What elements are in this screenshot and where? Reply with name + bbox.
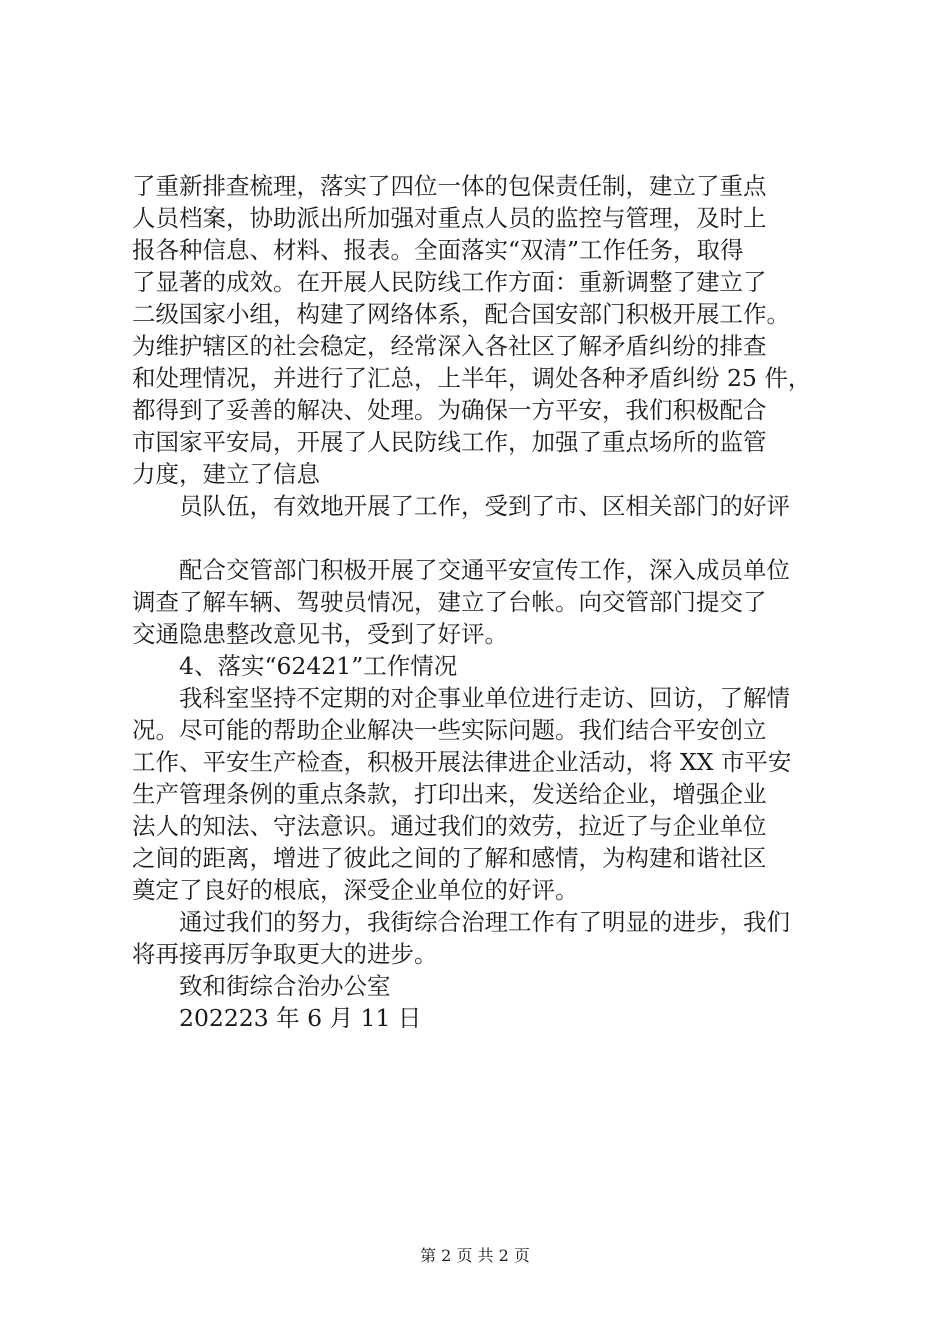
text-line: 况。尽可能的帮助企业解决一些实际问题。我们结合平安创立 <box>132 716 767 744</box>
text-line: 人员档案，协助派出所加强对重点人员的监控与管理，及时上 <box>132 204 767 232</box>
text-line: 调查了解车辆、驾驶员情况，建立了台帐。向交管部门提交了 <box>132 588 767 616</box>
text-line: 力度，建立了信息 <box>132 460 320 488</box>
page-footer: 第 2 页 共 2 页 <box>420 1246 530 1265</box>
text-line: 交通隐患整改意见书，受到了好评。 <box>132 620 508 648</box>
text-line: 了重新排查梳理，落实了四位一体的包保责任制，建立了重点 <box>132 172 767 200</box>
text-line: 奠定了良好的根底，深受企业单位的好评。 <box>132 876 579 904</box>
text-line: 配合交管部门积极开展了交通平安宣传工作，深入成员单位 <box>179 556 790 584</box>
text-line: 将再接再厉争取更大的进步。 <box>132 940 438 968</box>
blank-line <box>132 522 842 554</box>
text-line: 通过我们的努力，我街综合治理工作有了明显的进步，我们 <box>179 908 790 936</box>
text-line: 生产管理条例的重点条款，打印出来，发送给企业，增强企业 <box>132 780 767 808</box>
text-line: 报各种信息、材料、报表。全面落实“双清”工作任务，取得 <box>132 236 744 264</box>
text-line: 我科室坚持不定期的对企事业单位进行走访、回访，了解情 <box>179 684 790 712</box>
text-line: 之间的距离，增进了彼此之间的了解和感情，为构建和谐社区 <box>132 844 767 872</box>
date: 202223 年 6 月 11 日 <box>179 1004 422 1032</box>
text-line: 工作、平安生产检查，积极开展法律进企业活动，将 XX 市平安 <box>132 748 792 776</box>
text-line: 都得到了妥善的解决、处理。为确保一方平安，我们积极配合 <box>132 396 767 424</box>
document-body <box>132 170 842 1034</box>
text-line: 法人的知法、守法意识。通过我们的效劳，拉近了与企业单位 <box>132 812 767 840</box>
text-line: 了显著的成效。在开展人民防线工作方面：重新调整了建立了 <box>132 268 767 296</box>
text-line: 员队伍，有效地开展了工作，受到了市、区相关部门的好评 <box>179 492 790 520</box>
text-line: 市国家平安局，开展了人民防线工作，加强了重点场所的监管 <box>132 428 767 456</box>
text-line: 和处理情况，并进行了汇总，上半年，调处各种矛盾纠纷 25 件， <box>132 364 812 392</box>
signature: 致和街综合治办公室 <box>179 972 391 1000</box>
section-heading: 4、落实“62421”工作情况 <box>179 652 458 680</box>
text-line: 为维护辖区的社会稳定，经常深入各社区了解矛盾纠纷的排查 <box>132 332 767 360</box>
text-line: 二级国家小组，构建了网络体系，配合国安部门积极开展工作。 <box>132 300 790 328</box>
